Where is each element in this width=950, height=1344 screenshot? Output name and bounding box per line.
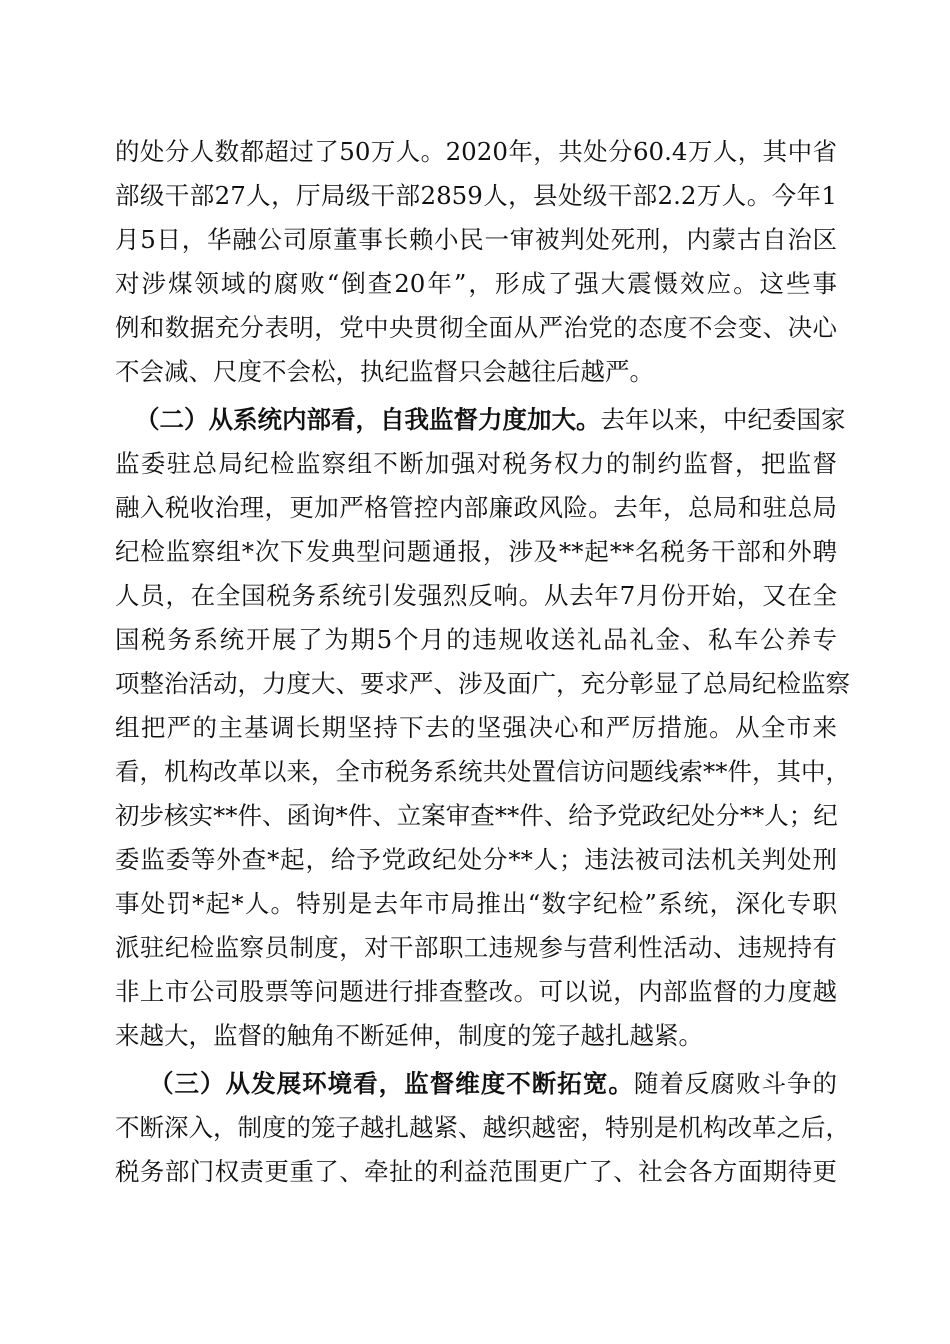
text-line: 对涉煤领域的腐败“倒查20年”，形成了强大震慑效应。这些事 — [115, 269, 837, 298]
text-line: 例和数据充分表明，党中央贯彻全面从严治党的态度不会变、决心 — [115, 313, 837, 342]
text-line: 初步核实**件、函询*件、立案审查**件、给予党政纪处分**人；纪 — [115, 801, 838, 830]
text-span: 去年以来，中纪委国家 — [600, 405, 846, 434]
text-line: 派驻纪检监察员制度，对干部职工违规参与营利性活动、违规持有 — [115, 933, 837, 962]
paragraph-3 — [115, 1062, 850, 1194]
text-line: 月5日，华融公司原董事长赖小民一审被判处死刑，内蒙古自治区 — [115, 225, 837, 254]
text-line: 事处罚*起*人。特别是去年市局推出“数字纪检”系统，深化专职 — [115, 889, 837, 918]
text-line: 来越大，监督的触角不断延伸，制度的笼子越扎越紧。 — [115, 1021, 703, 1050]
text-line: 非上市公司股票等问题进行排查整改。可以说，内部监督的力度越 — [115, 977, 837, 1006]
text-line: 不断深入，制度的笼子越扎越紧、越织越密，特别是机构改革之后， — [115, 1113, 850, 1142]
paragraph-1 — [115, 130, 837, 394]
text-span: 随着反腐败斗争的 — [633, 1069, 838, 1098]
document-body — [115, 130, 850, 1194]
text-line: 看，机构改革以来，全市税务系统共处置信访问题线索**件，其中， — [115, 757, 850, 786]
text-line: 组把严的主基调长期坚持下去的坚强决心和严厉措施。从全市来 — [115, 713, 837, 742]
text-line: 部级干部27人，厅局级干部2859人，县处级干部2.2万人。今年1 — [115, 181, 837, 210]
paragraph-2 — [115, 398, 850, 1058]
section-heading-2: （二）从系统内部看，自我监督力度加大。 — [135, 405, 601, 434]
text-line — [115, 1062, 837, 1106]
text-line — [115, 398, 846, 442]
text-line: 监委驻总局纪检监察组不断加强对税务权力的制约监督，把监督 — [115, 449, 837, 478]
text-line: 委监委等外查*起，给予党政纪处分**人；违法被司法机关判处刑 — [115, 845, 837, 874]
text-line: 人员，在全国税务系统引发强烈反响。从去年7月份开始，又在全 — [115, 581, 837, 610]
section-heading-3: （三）从发展环境看，监督维度不断拓宽。 — [149, 1069, 634, 1098]
text-line: 国税务系统开展了为期5个月的违规收送礼品礼金、私车公养专 — [115, 625, 837, 654]
text-line: 融入税收治理，更加严格管控内部廉政风险。去年，总局和驻总局 — [115, 493, 837, 522]
text-line: 纪检监察组*次下发典型问题通报，涉及**起**名税务干部和外聘 — [115, 537, 837, 566]
text-line: 的处分人数都超过了50万人。2020年，共处分60.4万人，其中省 — [115, 137, 837, 166]
text-line: 项整治活动，力度大、要求严、涉及面广，充分彰显了总局纪检监察 — [115, 669, 850, 698]
text-line: 税务部门权责更重了、牵扯的利益范围更广了、社会各方面期待更 — [115, 1157, 837, 1186]
text-line: 不会减、尺度不会松，执纪监督只会越往后越严。 — [115, 357, 654, 386]
